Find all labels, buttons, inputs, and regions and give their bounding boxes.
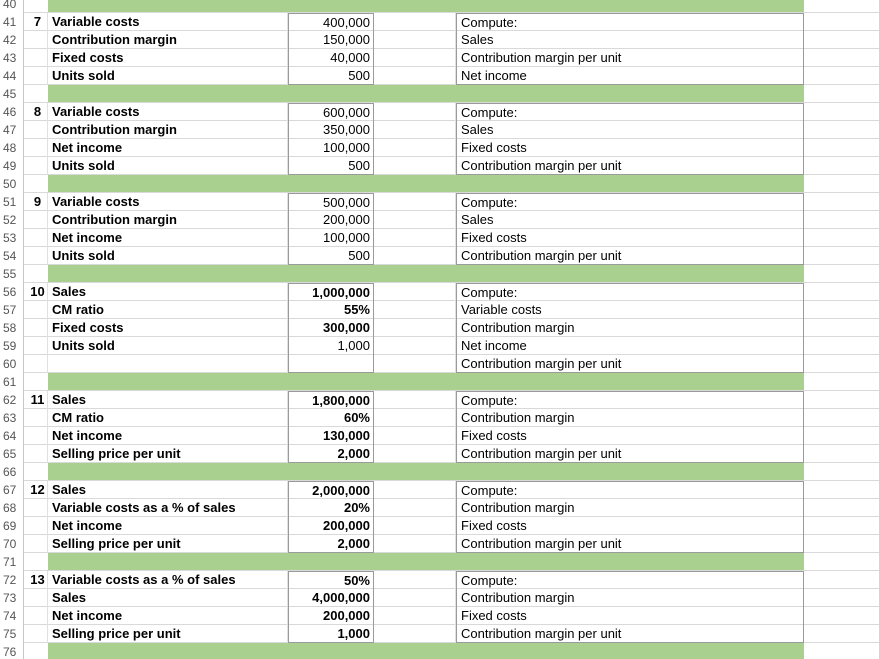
sheet-row xyxy=(0,589,879,607)
problem-number-cell[interactable] xyxy=(24,535,48,553)
empty-cell[interactable] xyxy=(804,229,879,247)
row-number[interactable]: 62 xyxy=(0,391,24,409)
empty-cell[interactable] xyxy=(804,589,879,607)
empty-cell[interactable] xyxy=(374,535,456,553)
label-cell[interactable]: CM ratio xyxy=(48,409,288,427)
problem-number-cell[interactable]: 9 xyxy=(24,193,48,211)
label-cell[interactable]: Net income xyxy=(48,427,288,445)
sheet-row xyxy=(0,265,879,283)
row-number[interactable]: 69 xyxy=(0,517,24,535)
empty-cell[interactable] xyxy=(374,193,456,211)
value-cell[interactable]: 200,000 xyxy=(288,607,374,625)
row-number[interactable]: 65 xyxy=(0,445,24,463)
note-cell[interactable]: Sales xyxy=(456,121,804,139)
empty-cell[interactable] xyxy=(804,517,879,535)
empty-cell[interactable] xyxy=(374,139,456,157)
sheet-row xyxy=(0,391,879,409)
sheet-row xyxy=(0,175,879,193)
note-cell[interactable]: Contribution margin per unit xyxy=(456,445,804,463)
row-number[interactable]: 53 xyxy=(0,229,24,247)
empty-cell[interactable] xyxy=(804,445,879,463)
row-number[interactable]: 45 xyxy=(0,85,24,103)
row-number[interactable]: 66 xyxy=(0,463,24,481)
note-cell[interactable]: Compute: xyxy=(456,13,804,31)
row-number[interactable]: 64 xyxy=(0,427,24,445)
empty-cell[interactable] xyxy=(374,283,456,301)
problem-number-cell[interactable] xyxy=(24,427,48,445)
value-cell[interactable]: 200,000 xyxy=(288,211,374,229)
sheet-row xyxy=(0,427,879,445)
label-cell[interactable]: Variable costs as a % of sales xyxy=(48,499,288,517)
separator-band xyxy=(48,373,804,390)
row-number[interactable]: 57 xyxy=(0,301,24,319)
row-number[interactable]: 47 xyxy=(0,121,24,139)
label-cell[interactable]: Contribution margin xyxy=(48,31,288,49)
label-cell[interactable]: Units sold xyxy=(48,157,288,175)
problem-number-cell[interactable] xyxy=(24,229,48,247)
value-cell[interactable]: 1,000 xyxy=(288,337,374,355)
empty-cell[interactable] xyxy=(374,301,456,319)
note-cell[interactable]: Contribution margin xyxy=(456,319,804,337)
row-number[interactable]: 60 xyxy=(0,355,24,373)
row-number[interactable]: 43 xyxy=(0,49,24,67)
problem-number-cell[interactable] xyxy=(24,247,48,265)
value-cell[interactable]: 500 xyxy=(288,247,374,265)
empty-cell[interactable] xyxy=(804,139,879,157)
problem-number-cell[interactable]: 10 xyxy=(24,283,48,301)
empty-cell[interactable] xyxy=(804,301,879,319)
problem-number-cell[interactable] xyxy=(24,499,48,517)
value-cell[interactable]: 150,000 xyxy=(288,31,374,49)
sheet-row xyxy=(0,211,879,229)
empty-cell[interactable] xyxy=(374,337,456,355)
separator-band xyxy=(48,643,804,659)
separator-band xyxy=(48,85,804,102)
value-cell[interactable]: 2,000 xyxy=(288,535,374,553)
sheet-row xyxy=(0,355,879,373)
note-cell[interactable]: Compute: xyxy=(456,193,804,211)
problem-number-cell[interactable] xyxy=(24,211,48,229)
row-number[interactable]: 76 xyxy=(0,643,24,659)
problem-number-cell[interactable] xyxy=(24,49,48,67)
value-cell[interactable]: 100,000 xyxy=(288,139,374,157)
label-cell[interactable]: Units sold xyxy=(48,247,288,265)
problem-number-cell[interactable]: 7 xyxy=(24,13,48,31)
note-cell[interactable]: Compute: xyxy=(456,571,804,589)
problem-number-cell[interactable] xyxy=(24,301,48,319)
sheet-row xyxy=(0,517,879,535)
empty-cell[interactable] xyxy=(374,211,456,229)
value-cell[interactable]: 1,000 xyxy=(288,625,374,643)
note-cell[interactable]: Contribution margin per unit xyxy=(456,535,804,553)
sheet-row xyxy=(0,139,879,157)
value-cell[interactable]: 50% xyxy=(288,571,374,589)
row-number[interactable]: 42 xyxy=(0,31,24,49)
sheet-row xyxy=(0,103,879,121)
row-number[interactable]: 71 xyxy=(0,553,24,571)
empty-cell[interactable] xyxy=(374,445,456,463)
label-cell[interactable]: Contribution margin xyxy=(48,211,288,229)
row-number[interactable]: 75 xyxy=(0,625,24,643)
label-cell[interactable]: Sales xyxy=(48,283,288,301)
problem-number-cell[interactable] xyxy=(24,607,48,625)
sheet-row xyxy=(0,499,879,517)
label-cell[interactable]: Selling price per unit xyxy=(48,445,288,463)
row-number[interactable]: 46 xyxy=(0,103,24,121)
empty-cell[interactable] xyxy=(374,625,456,643)
row-number[interactable]: 55 xyxy=(0,265,24,283)
empty-cell[interactable] xyxy=(374,247,456,265)
empty-cell[interactable] xyxy=(374,13,456,31)
problem-number-cell[interactable] xyxy=(24,337,48,355)
empty-cell[interactable] xyxy=(374,589,456,607)
label-cell[interactable]: Fixed costs xyxy=(48,49,288,67)
value-cell[interactable]: 60% xyxy=(288,409,374,427)
label-cell[interactable]: Fixed costs xyxy=(48,319,288,337)
empty-cell[interactable] xyxy=(374,427,456,445)
note-cell[interactable]: Contribution margin per unit xyxy=(456,157,804,175)
sheet-row xyxy=(0,643,879,659)
label-cell[interactable]: Sales xyxy=(48,481,288,499)
value-cell[interactable]: 400,000 xyxy=(288,13,374,31)
row-number[interactable]: 72 xyxy=(0,571,24,589)
value-cell[interactable]: 4,000,000 xyxy=(288,589,374,607)
sheet-row xyxy=(0,301,879,319)
sheet-row xyxy=(0,319,879,337)
sheet-row xyxy=(0,229,879,247)
label-cell[interactable]: Selling price per unit xyxy=(48,625,288,643)
label-cell[interactable]: Sales xyxy=(48,391,288,409)
empty-cell[interactable] xyxy=(374,607,456,625)
label-cell[interactable]: Units sold xyxy=(48,337,288,355)
row-number[interactable]: 52 xyxy=(0,211,24,229)
sheet-row xyxy=(0,625,879,643)
sheet-row xyxy=(0,481,879,499)
empty-cell[interactable] xyxy=(374,355,456,373)
sheet-row xyxy=(0,571,879,589)
note-cell[interactable]: Fixed costs xyxy=(456,517,804,535)
empty-cell[interactable] xyxy=(374,229,456,247)
note-cell[interactable]: Contribution margin xyxy=(456,499,804,517)
note-cell[interactable]: Fixed costs xyxy=(456,229,804,247)
note-cell[interactable]: Fixed costs xyxy=(456,427,804,445)
row-number[interactable]: 58 xyxy=(0,319,24,337)
note-cell[interactable]: Compute: xyxy=(456,283,804,301)
label-cell[interactable]: Variable costs xyxy=(48,13,288,31)
empty-cell[interactable] xyxy=(804,625,879,643)
empty-cell[interactable] xyxy=(804,337,879,355)
note-cell[interactable]: Contribution margin per unit xyxy=(456,49,804,67)
value-cell[interactable]: 1,000,000 xyxy=(288,283,374,301)
empty-cell[interactable] xyxy=(804,121,879,139)
note-cell[interactable]: Sales xyxy=(456,211,804,229)
note-cell[interactable]: Fixed costs xyxy=(456,607,804,625)
label-cell[interactable]: Sales xyxy=(48,589,288,607)
sheet-row xyxy=(0,373,879,391)
row-number[interactable]: 67 xyxy=(0,481,24,499)
sheet-row xyxy=(0,553,879,571)
row-number[interactable]: 40 xyxy=(0,0,24,13)
value-cell[interactable]: 130,000 xyxy=(288,427,374,445)
note-cell[interactable]: Compute: xyxy=(456,391,804,409)
empty-cell[interactable] xyxy=(804,319,879,337)
sheet-row xyxy=(0,409,879,427)
label-cell[interactable]: Net income xyxy=(48,517,288,535)
sheet-row xyxy=(0,193,879,211)
empty-cell[interactable] xyxy=(804,13,879,31)
value-cell[interactable]: 20% xyxy=(288,499,374,517)
problem-number-cell[interactable] xyxy=(24,445,48,463)
problem-number-cell[interactable] xyxy=(24,625,48,643)
sheet-row xyxy=(0,247,879,265)
row-number[interactable]: 50 xyxy=(0,175,24,193)
value-cell[interactable]: 600,000 xyxy=(288,103,374,121)
note-cell[interactable]: Sales xyxy=(456,31,804,49)
value-cell[interactable]: 200,000 xyxy=(288,517,374,535)
empty-cell[interactable] xyxy=(804,157,879,175)
sheet-row xyxy=(0,463,879,481)
empty-cell[interactable] xyxy=(804,535,879,553)
empty-cell[interactable] xyxy=(804,31,879,49)
value-cell[interactable]: 350,000 xyxy=(288,121,374,139)
separator-band xyxy=(48,0,804,12)
empty-cell[interactable] xyxy=(374,319,456,337)
row-number[interactable]: 61 xyxy=(0,373,24,391)
empty-cell[interactable] xyxy=(374,67,456,85)
sheet-row xyxy=(0,49,879,67)
sheet-row xyxy=(0,157,879,175)
sheet-row xyxy=(0,13,879,31)
problem-number-cell[interactable] xyxy=(24,409,48,427)
label-cell[interactable]: Selling price per unit xyxy=(48,535,288,553)
problem-number-cell[interactable] xyxy=(24,319,48,337)
row-number[interactable]: 56 xyxy=(0,283,24,301)
empty-cell[interactable] xyxy=(374,499,456,517)
problem-number-cell[interactable]: 12 xyxy=(24,481,48,499)
label-cell[interactable]: Net income xyxy=(48,229,288,247)
label-cell[interactable]: Variable costs xyxy=(48,103,288,121)
empty-cell[interactable] xyxy=(374,49,456,67)
row-number[interactable]: 59 xyxy=(0,337,24,355)
empty-cell[interactable] xyxy=(804,355,879,373)
sheet-row xyxy=(0,0,879,13)
row-number[interactable]: 70 xyxy=(0,535,24,553)
note-cell[interactable]: Contribution margin xyxy=(456,589,804,607)
empty-cell[interactable] xyxy=(804,391,879,409)
value-cell[interactable]: 2,000,000 xyxy=(288,481,374,499)
row-number[interactable]: 73 xyxy=(0,589,24,607)
empty-cell[interactable] xyxy=(374,481,456,499)
note-cell[interactable]: Contribution margin per unit xyxy=(456,625,804,643)
problem-number-cell[interactable] xyxy=(24,157,48,175)
sheet-row xyxy=(0,67,879,85)
empty-cell[interactable] xyxy=(374,391,456,409)
note-cell[interactable]: Net income xyxy=(456,67,804,85)
row-number[interactable]: 48 xyxy=(0,139,24,157)
value-cell[interactable]: 40,000 xyxy=(288,49,374,67)
empty-cell[interactable] xyxy=(804,67,879,85)
empty-cell[interactable] xyxy=(804,283,879,301)
label-cell[interactable]: Net income xyxy=(48,607,288,625)
empty-cell[interactable] xyxy=(374,571,456,589)
empty-cell[interactable] xyxy=(804,481,879,499)
value-cell[interactable]: 500,000 xyxy=(288,193,374,211)
problem-number-cell[interactable] xyxy=(24,355,48,373)
row-number[interactable]: 49 xyxy=(0,157,24,175)
note-cell[interactable]: Variable costs xyxy=(456,301,804,319)
label-cell[interactable]: CM ratio xyxy=(48,301,288,319)
problem-number-cell[interactable] xyxy=(24,67,48,85)
separator-band xyxy=(48,553,804,570)
sheet-row xyxy=(0,535,879,553)
label-cell[interactable]: Units sold xyxy=(48,67,288,85)
empty-cell[interactable] xyxy=(804,499,879,517)
row-number[interactable]: 44 xyxy=(0,67,24,85)
empty-cell[interactable] xyxy=(374,103,456,121)
empty-cell[interactable] xyxy=(804,427,879,445)
empty-cell[interactable] xyxy=(374,121,456,139)
row-number[interactable]: 68 xyxy=(0,499,24,517)
empty-cell[interactable] xyxy=(804,193,879,211)
problem-number-cell[interactable]: 8 xyxy=(24,103,48,121)
separator-band xyxy=(48,265,804,282)
empty-cell[interactable] xyxy=(374,157,456,175)
problem-number-cell[interactable] xyxy=(24,139,48,157)
problem-number-cell[interactable] xyxy=(24,589,48,607)
value-cell[interactable] xyxy=(288,355,374,373)
empty-cell[interactable] xyxy=(804,409,879,427)
sheet-row xyxy=(0,31,879,49)
sheet-row xyxy=(0,607,879,625)
empty-cell[interactable] xyxy=(374,409,456,427)
value-cell[interactable]: 500 xyxy=(288,157,374,175)
value-cell[interactable]: 300,000 xyxy=(288,319,374,337)
row-number[interactable]: 74 xyxy=(0,607,24,625)
value-cell[interactable]: 100,000 xyxy=(288,229,374,247)
empty-cell[interactable] xyxy=(804,571,879,589)
empty-cell[interactable] xyxy=(374,31,456,49)
label-cell[interactable]: Net income xyxy=(48,139,288,157)
value-cell[interactable]: 2,000 xyxy=(288,445,374,463)
label-cell[interactable] xyxy=(48,355,288,373)
sheet-row xyxy=(0,121,879,139)
problem-number-cell[interactable] xyxy=(24,517,48,535)
value-cell[interactable]: 1,800,000 xyxy=(288,391,374,409)
note-cell[interactable]: Contribution margin per unit xyxy=(456,355,804,373)
empty-cell[interactable] xyxy=(804,49,879,67)
row-number[interactable]: 63 xyxy=(0,409,24,427)
note-cell[interactable]: Compute: xyxy=(456,103,804,121)
row-number[interactable]: 51 xyxy=(0,193,24,211)
empty-cell[interactable] xyxy=(804,103,879,121)
label-cell[interactable]: Variable costs as a % of sales xyxy=(48,571,288,589)
problem-number-cell[interactable] xyxy=(24,121,48,139)
problem-number-cell[interactable] xyxy=(24,31,48,49)
sheet-row xyxy=(0,85,879,103)
note-cell[interactable]: Net income xyxy=(456,337,804,355)
empty-cell[interactable] xyxy=(804,247,879,265)
sheet-row xyxy=(0,337,879,355)
row-number[interactable]: 54 xyxy=(0,247,24,265)
separator-band xyxy=(48,463,804,480)
note-cell[interactable]: Compute: xyxy=(456,481,804,499)
problem-number-cell[interactable]: 13 xyxy=(24,571,48,589)
sheet-row xyxy=(0,283,879,301)
sheet-row xyxy=(0,445,879,463)
note-cell[interactable]: Contribution margin xyxy=(456,409,804,427)
value-cell[interactable]: 500 xyxy=(288,67,374,85)
note-cell[interactable]: Fixed costs xyxy=(456,139,804,157)
empty-cell[interactable] xyxy=(804,211,879,229)
empty-cell[interactable] xyxy=(804,607,879,625)
problem-number-cell[interactable]: 11 xyxy=(24,391,48,409)
separator-band xyxy=(48,175,804,192)
label-cell[interactable]: Variable costs xyxy=(48,193,288,211)
label-cell[interactable]: Contribution margin xyxy=(48,121,288,139)
row-number[interactable]: 41 xyxy=(0,13,24,31)
value-cell[interactable]: 55% xyxy=(288,301,374,319)
note-cell[interactable]: Contribution margin per unit xyxy=(456,247,804,265)
empty-cell[interactable] xyxy=(374,517,456,535)
